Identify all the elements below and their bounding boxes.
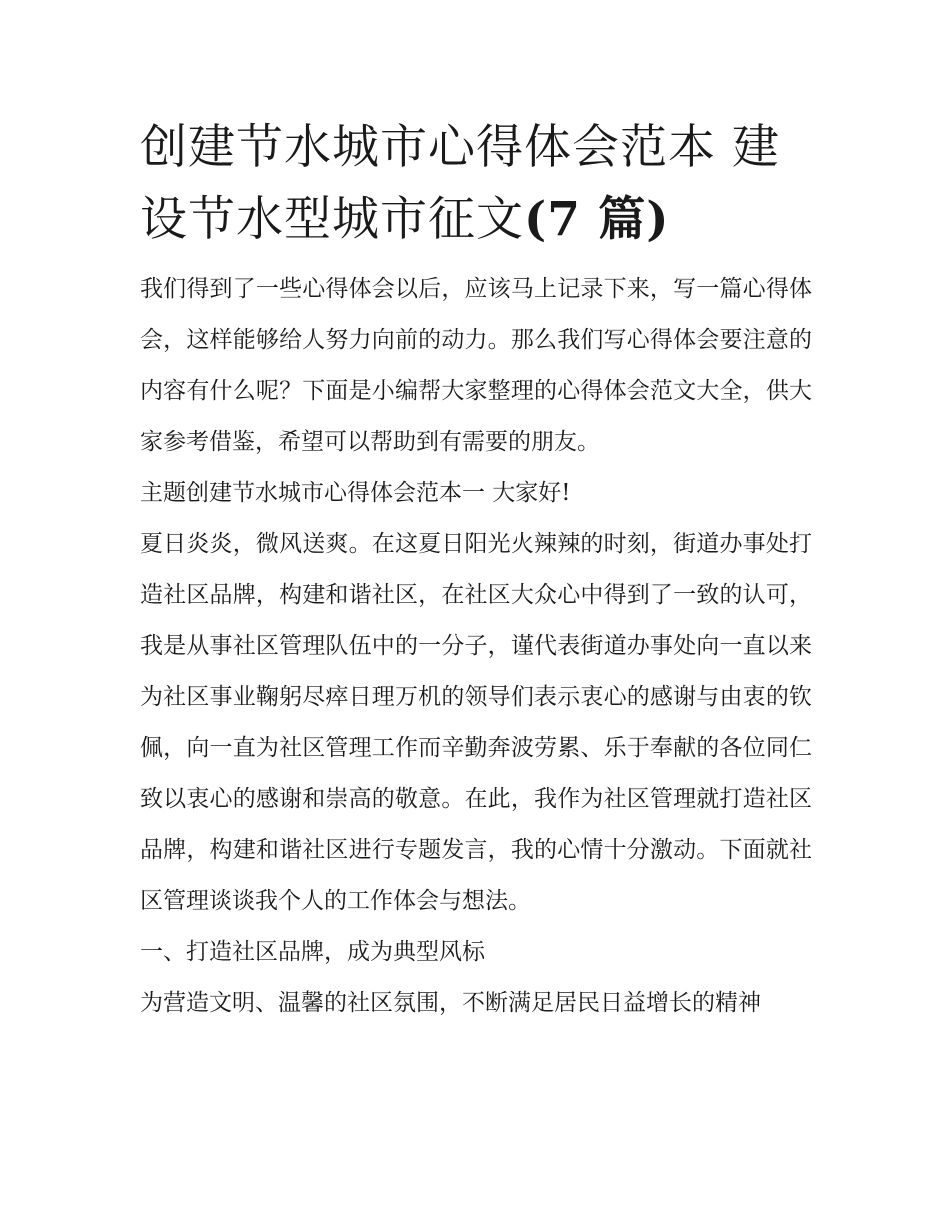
intro-paragraph: 我们得到了一些心得体会以后，应该马上记录下来，写一篇心得体会，这样能够给人努力向前的动力。那么我们写心得体会要注意的内容有什么呢？下面是小编帮大家整理的心得体会范文大全，供大家参考借鉴，希望可以帮助到有需要的朋友。 [140, 276, 812, 455]
section-heading: 一、打造社区品牌，成为典型风标 [140, 939, 485, 965]
document-body [140, 112, 812, 1029]
title-count: (7 篇) [524, 192, 670, 247]
topic-line: 主题创建节水城市心得体会范本一 大家好! [140, 480, 571, 506]
body-paragraph-continued: 为营造文明、温馨的社区氛围，不断满足居民日益增长的精神 [140, 990, 761, 1016]
title-text: 创建节水城市心得体会范本 建设节水型城市征文 [140, 120, 780, 247]
document-title [140, 112, 812, 256]
body-paragraph: 夏日炎炎，微风送爽。在这夏日阳光火辣辣的时刻，街道办事处打造社区品牌，构建和谐社区，在社区大众心中得到了一致的认可，我是从事社区管理队伍中的一分子，谨代表街道办事处向一直以来为社区事业鞠躬尽瘁日理万机的领导们表示衷心的感谢与由衷的钦佩，向一直为社区管理工作而辛勤奔波劳累、乐于奉献的各位同仁致以衷心的感谢和崇高的敬意。在此，我作为社区管理就打造社区品牌，构建和谐社区进行专题发言，我的心情十分激动。下面就社区管理谈谈我个人的工作体会与想法。 [140, 531, 812, 914]
